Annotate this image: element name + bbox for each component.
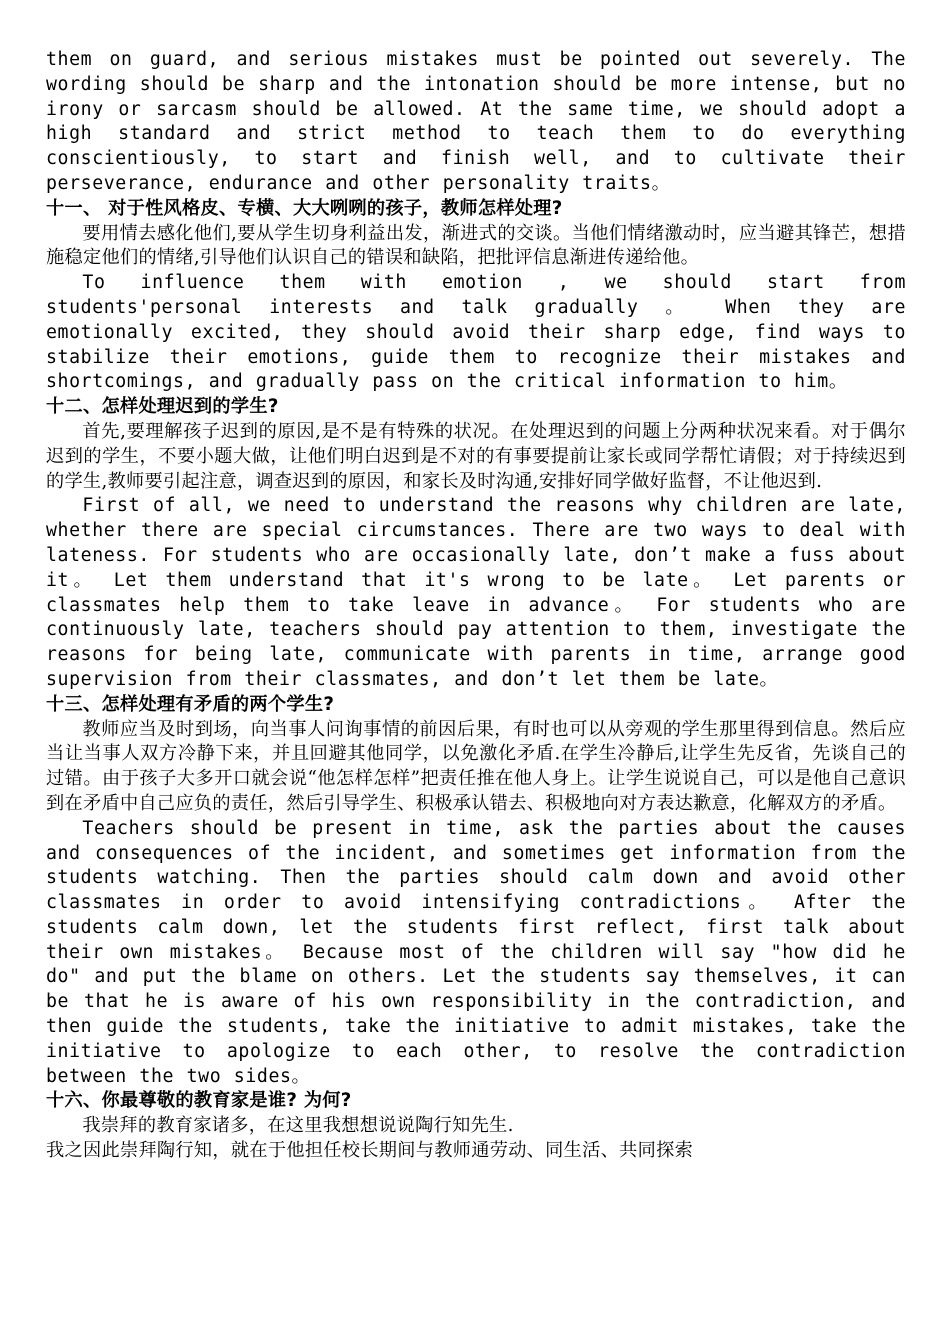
paragraph-zh: 我崇拜的教育家诸多，在这里我想想说说陶行知先生.: [82, 1115, 514, 1137]
section-twelve: [46, 395, 906, 693]
paragraph-zh: 要用情去感化他们,要从学生切身利益出发，渐进式的交谈。当他们情绪激动时，应当避其锋芒，想措施稳定他们的情绪,引导他们认识自己的错误和缺陷，把批评信息渐进传递给他。: [46, 222, 906, 269]
section-continuation: [46, 48, 906, 197]
section-heading: 十三、怎样处理有矛盾的两个学生?: [46, 693, 335, 715]
paragraph-en: To influence them with emotion , we should start from students'personal interests and talk gradually 。 When they are emotionally excited, they should avoid their sharp edge, find ways to stabilize their emotions, guide them to recognize their mistakes and shortcomings, and gradually pass on the critical information to him。: [46, 272, 906, 393]
document-page: [46, 48, 906, 1164]
section-thirteen: [46, 693, 906, 1090]
section-sixteen: [46, 1089, 906, 1163]
section-heading: 十二、怎样处理迟到的学生?: [46, 396, 279, 418]
paragraph-en: Teachers should be present in time, ask the parties about the causes and consequences of the incident, and sometimes get information from the students watching. Then the parties should calm down and avoid other classmates in order to avoid intensifying contradictions。 After the students calm down, let the students first reflect, first talk about their own mistakes。 Because most of the children will say "how did he do" and put the blame on others. Let the students say themselves, it can be that he is aware of his own responsibility in the contradiction, and then guide the students, take the initiative to admit mistakes, take the initiative to apologize to each other, to resolve the contradiction between the two sides。: [46, 817, 906, 1087]
section-heading: 十一、 对于性风格皮、专横、大大咧咧的孩子，教师怎样处理?: [46, 197, 563, 219]
section-eleven: [46, 197, 906, 395]
paragraph-zh: 教师应当及时到场，向当事人问询事情的前因后果，有时也可以从旁观的学生那里得到信息。然后应当让当事人双方冷静下来，并且回避其他同学，以免激化矛盾.在学生冷静后,让学生先反省，先谈自己的过错。由于孩子大多开口就会说“他怎样怎样”把责任推在他人身上。让学生说说自己，可以是他自己意识到在矛盾中自己应负的责任，然后引导学生、积极承认错去、积极地向对方表达歉意，化解双方的矛盾。: [46, 718, 906, 814]
paragraph-zh: 我之因此崇拜陶行知，就在于他担任校长期间与教师通劳动、同生活、共同探索: [46, 1140, 694, 1162]
paragraph-en: them on guard, and serious mistakes must be pointed out severely. The wording should be sharp and the intonation should be more intense, but no irony or sarcasm should be allowed. At the same time, we should adopt a high standard and strict method to teach them to do everything conscientiously, to start and finish well, and to cultivate their perseverance, endurance and other personality traits。: [46, 49, 906, 194]
paragraph-zh: 首先,要理解孩子迟到的原因,是不是有特殊的状况。在处理迟到的问题上分两种状况来看。对于偶尔迟到的学生，不要小题大做，让他们明白迟到是不对的有事要提前让家长或同学帮忙请假；对于持续迟到的学生,教师要引起注意，调查迟到的原因，和家长及时沟通,安排好同学做好监督，不让他迟到.: [46, 420, 906, 492]
paragraph-en: First of all, we need to understand the reasons why children are late, whether there are special circumstances. There are two ways to deal with lateness. For students who are occasionally late, don’t make a fuss about it。 Let them understand that it's wrong to be late。 Let parents or classmates help them to take leave in advance。 For students who are continuously late, teachers should pay attention to them, investigate the reasons for being late, communicate with parents in time, arrange good supervision from their classmates, and don’t let them be late。: [46, 495, 906, 690]
section-heading: 十六、你最尊敬的教育家是谁? 为何?: [46, 1090, 352, 1112]
